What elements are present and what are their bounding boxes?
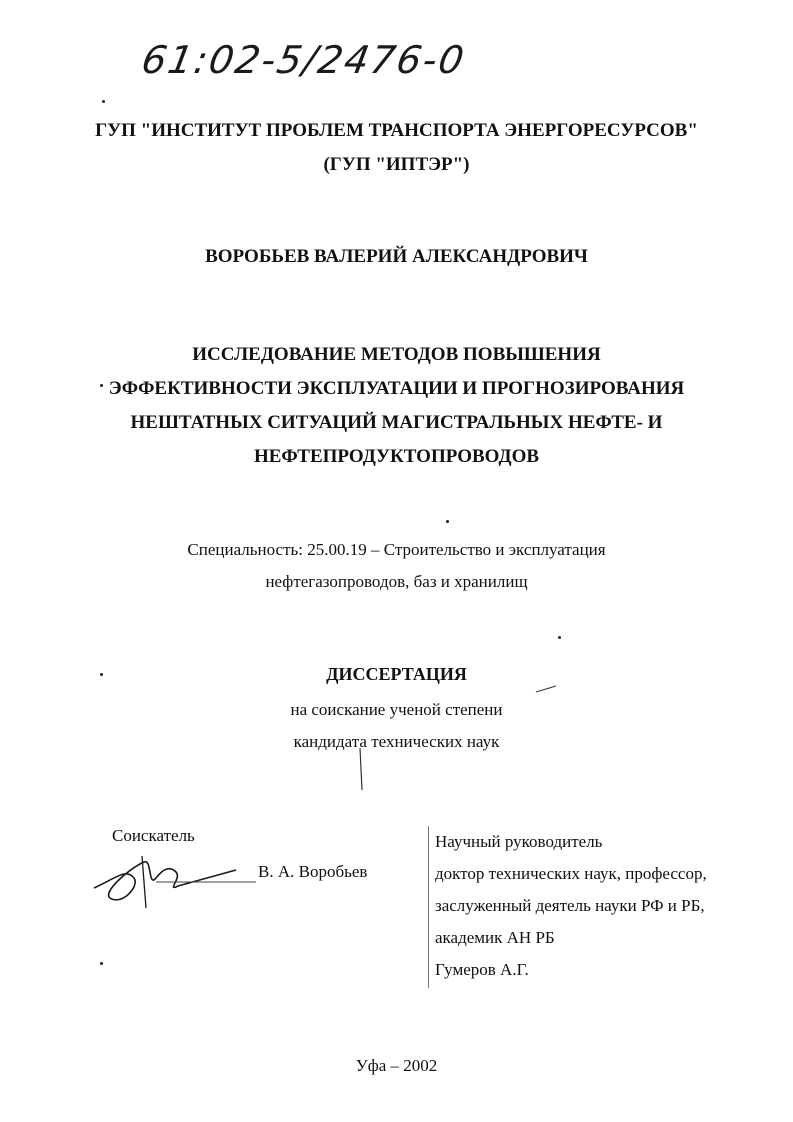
specialty-block bbox=[0, 534, 793, 598]
specialty-line: нефтегазопроводов, баз и хранилищ bbox=[265, 572, 528, 591]
applicant-block bbox=[112, 826, 402, 846]
title-line: ЭФФЕКТИВНОСТИ ЭКСПЛУАТАЦИИ И ПРОГНОЗИРОВАНИЯ bbox=[108, 378, 685, 399]
supervisor-block bbox=[428, 826, 765, 988]
institute-abbr: (ГУП "ИПТЭР") bbox=[323, 154, 470, 175]
supervisor-name: Гумеров А.Г. bbox=[435, 960, 529, 979]
city-year: Уфа – 2002 bbox=[355, 1056, 438, 1075]
pen-marks bbox=[350, 680, 570, 800]
scan-speck bbox=[558, 636, 561, 639]
supervisor-degree: доктор технических наук, профессор, bbox=[435, 864, 707, 883]
institute-block bbox=[0, 114, 793, 182]
specialty-line: Специальность: 25.00.19 – Строительство и эксплуатация bbox=[187, 540, 606, 559]
thesis-title bbox=[0, 338, 793, 474]
degree-line: кандидата технических наук bbox=[293, 732, 500, 751]
scan-speck bbox=[446, 520, 449, 523]
degree-line: на соискание ученой степени bbox=[290, 700, 503, 719]
applicant-label: Соискатель bbox=[112, 826, 195, 845]
scan-speck bbox=[102, 100, 105, 103]
applicant-name: В. А. Воробьев bbox=[258, 862, 368, 881]
applicant-signature bbox=[86, 848, 266, 918]
archive-number: 61:02-5/2476-0 bbox=[138, 38, 469, 82]
author-name: ВОРОБЬЕВ ВАЛЕРИЙ АЛЕКСАНДРОВИЧ bbox=[205, 246, 588, 267]
title-line: НЕШТАТНЫХ СИТУАЦИЙ МАГИСТРАЛЬНЫХ НЕФТЕ- И bbox=[130, 412, 663, 433]
title-line: ИССЛЕДОВАНИЕ МЕТОДОВ ПОВЫШЕНИЯ bbox=[192, 344, 601, 365]
title-line: НЕФТЕПРОДУКТОПРОВОДОВ bbox=[253, 446, 540, 467]
dissertation-heading: ДИССЕРТАЦИЯ bbox=[326, 664, 467, 684]
supervisor-label: Научный руководитель bbox=[435, 832, 603, 851]
supervisor-title: заслуженный деятель науки РФ и РБ, bbox=[435, 896, 705, 915]
scan-speck bbox=[100, 962, 103, 965]
institute-name: ГУП "ИНСТИТУТ ПРОБЛЕМ ТРАНСПОРТА ЭНЕРГОРЕСУРСОВ" bbox=[95, 120, 698, 141]
supervisor-academy: академик АН РБ bbox=[435, 928, 555, 947]
